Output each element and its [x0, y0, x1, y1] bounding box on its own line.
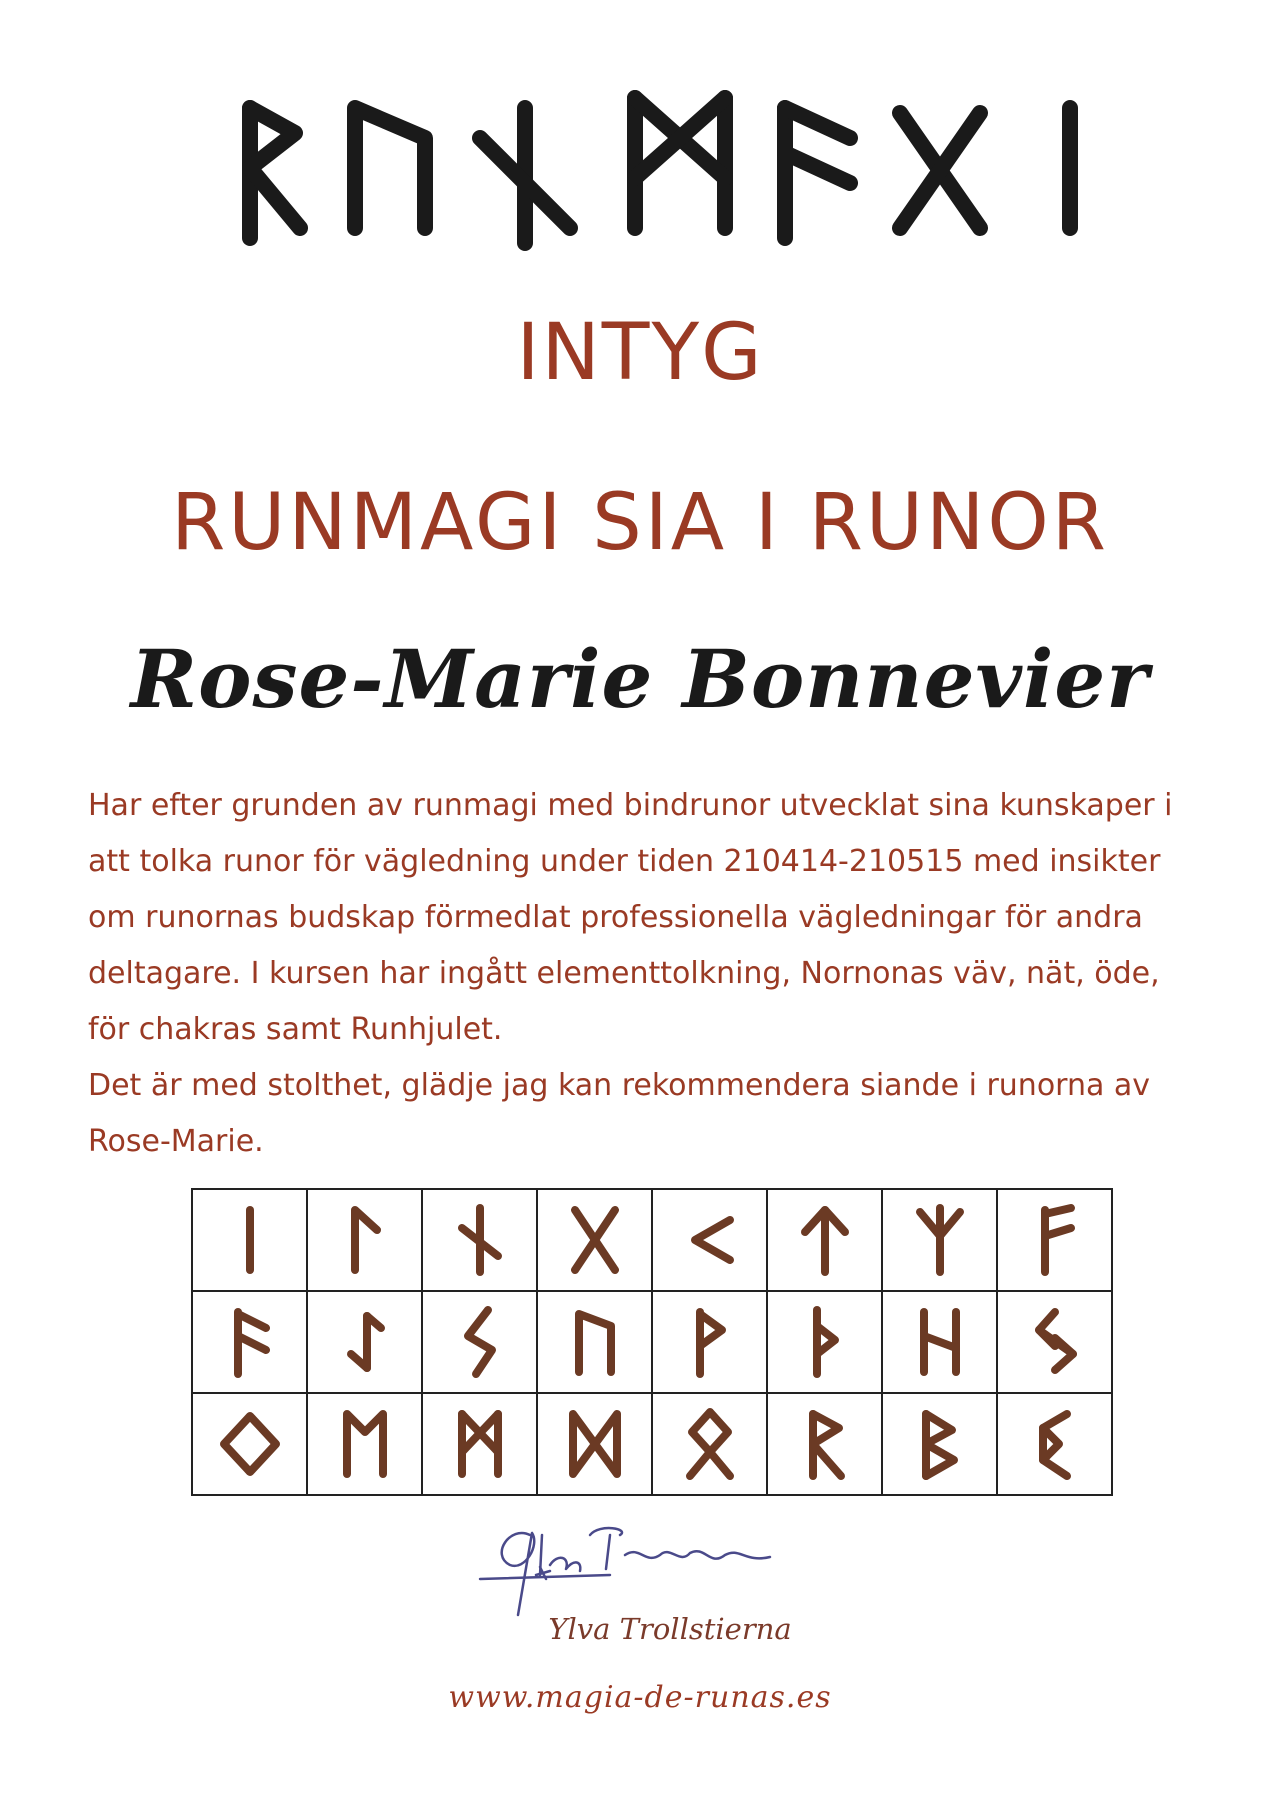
- rune-cell: [882, 1291, 997, 1393]
- rune-cell: [767, 1189, 882, 1291]
- rune-cell: [192, 1291, 307, 1393]
- rune-table-row: [192, 1291, 1112, 1393]
- rune-table: [191, 1188, 1113, 1496]
- rune-hagalaz-icon: [900, 1302, 980, 1382]
- signer-name: Ylva Trollstierna: [548, 1612, 792, 1646]
- rune-wunjo-icon: [670, 1302, 750, 1382]
- rune-uruz-icon: [355, 108, 425, 228]
- rune-gebo-icon: [900, 113, 980, 228]
- rune-jera-icon: [1015, 1302, 1095, 1382]
- rune-cell: [422, 1189, 537, 1291]
- rune-cell: [652, 1189, 767, 1291]
- rune-isa-icon: [210, 1200, 290, 1280]
- rune-cell: [307, 1291, 422, 1393]
- rune-perthro-icon: [1015, 1404, 1095, 1484]
- rune-ansuz-icon: [210, 1302, 290, 1382]
- rune-cell: [652, 1291, 767, 1393]
- rune-cell: [997, 1291, 1112, 1393]
- rune-cell: [652, 1393, 767, 1495]
- rune-naudiz-icon: [440, 1200, 520, 1280]
- website-url: www.magia-de-runas.es: [448, 1680, 832, 1715]
- rune-cell: [767, 1291, 882, 1393]
- course-title: RUNMAGI SIA I RUNOR: [171, 478, 1109, 568]
- recipient-name: Rose-Marie Bonnevier: [130, 632, 1150, 726]
- rune-ingwaz-icon: [210, 1404, 290, 1484]
- rune-cell: [537, 1393, 652, 1495]
- rune-cell: [192, 1189, 307, 1291]
- rune-cell: [537, 1291, 652, 1393]
- rune-cell: [997, 1189, 1112, 1291]
- rune-raido-icon: [785, 1404, 865, 1484]
- rune-cell: [192, 1393, 307, 1495]
- rune-cell: [422, 1291, 537, 1393]
- body-paragraph-1: Har efter grunden av runmagi med bindrunor utvecklat sina kunskaper i att tolka runor för vägledning under tiden 210414-210515 med insikter om runornas budskap förmedlat professionella vägledningar för andra deltagare. I kursen har ingått elementtolkning, Nornonas väv, nät, öde, för chakras samt Runhjulet.: [88, 788, 1173, 1047]
- rune-kenaz-icon: [670, 1200, 750, 1280]
- rune-cell: [307, 1393, 422, 1495]
- rune-cell: [882, 1393, 997, 1495]
- rune-naudiz-icon: [480, 108, 570, 243]
- rune-thurisaz-icon: [785, 1302, 865, 1382]
- rune-mannaz-icon: [635, 98, 725, 228]
- rune-cell: [422, 1393, 537, 1495]
- rune-tiwaz-icon: [785, 1200, 865, 1280]
- rune-dagaz-icon: [555, 1404, 635, 1484]
- rune-table-row: [192, 1393, 1112, 1495]
- rune-laguz-icon: [325, 1200, 405, 1280]
- rune-table-row: [192, 1189, 1112, 1291]
- rune-berkano-icon: [900, 1404, 980, 1484]
- rune-cell: [307, 1189, 422, 1291]
- body-paragraph-2: Det är med stolthet, glädje jag kan rekommendera siande i runorna av Rose-Marie.: [88, 1068, 1151, 1159]
- rune-cell: [997, 1393, 1112, 1495]
- certificate-body: [88, 778, 1198, 1170]
- rune-cell: [537, 1189, 652, 1291]
- rune-ansuz-icon: [785, 108, 850, 238]
- rune-cell: [767, 1393, 882, 1495]
- rune-raido-icon: [250, 108, 300, 238]
- header-rune-row: [240, 78, 1100, 258]
- rune-fehu-icon: [1015, 1200, 1095, 1280]
- handwritten-signature: [470, 1505, 830, 1625]
- rune-algiz-icon: [900, 1200, 980, 1280]
- rune-ehwaz-icon: [440, 1404, 520, 1484]
- rune-gebo-icon: [555, 1200, 635, 1280]
- rune-eihwaz-icon: [325, 1302, 405, 1382]
- rune-sowilo-icon: [440, 1302, 520, 1382]
- rune-cell: [882, 1189, 997, 1291]
- rune-uruz-icon: [555, 1302, 635, 1382]
- certificate-title: INTYG: [516, 308, 764, 398]
- rune-mannaz-icon: [325, 1404, 405, 1484]
- rune-othala-icon: [670, 1404, 750, 1484]
